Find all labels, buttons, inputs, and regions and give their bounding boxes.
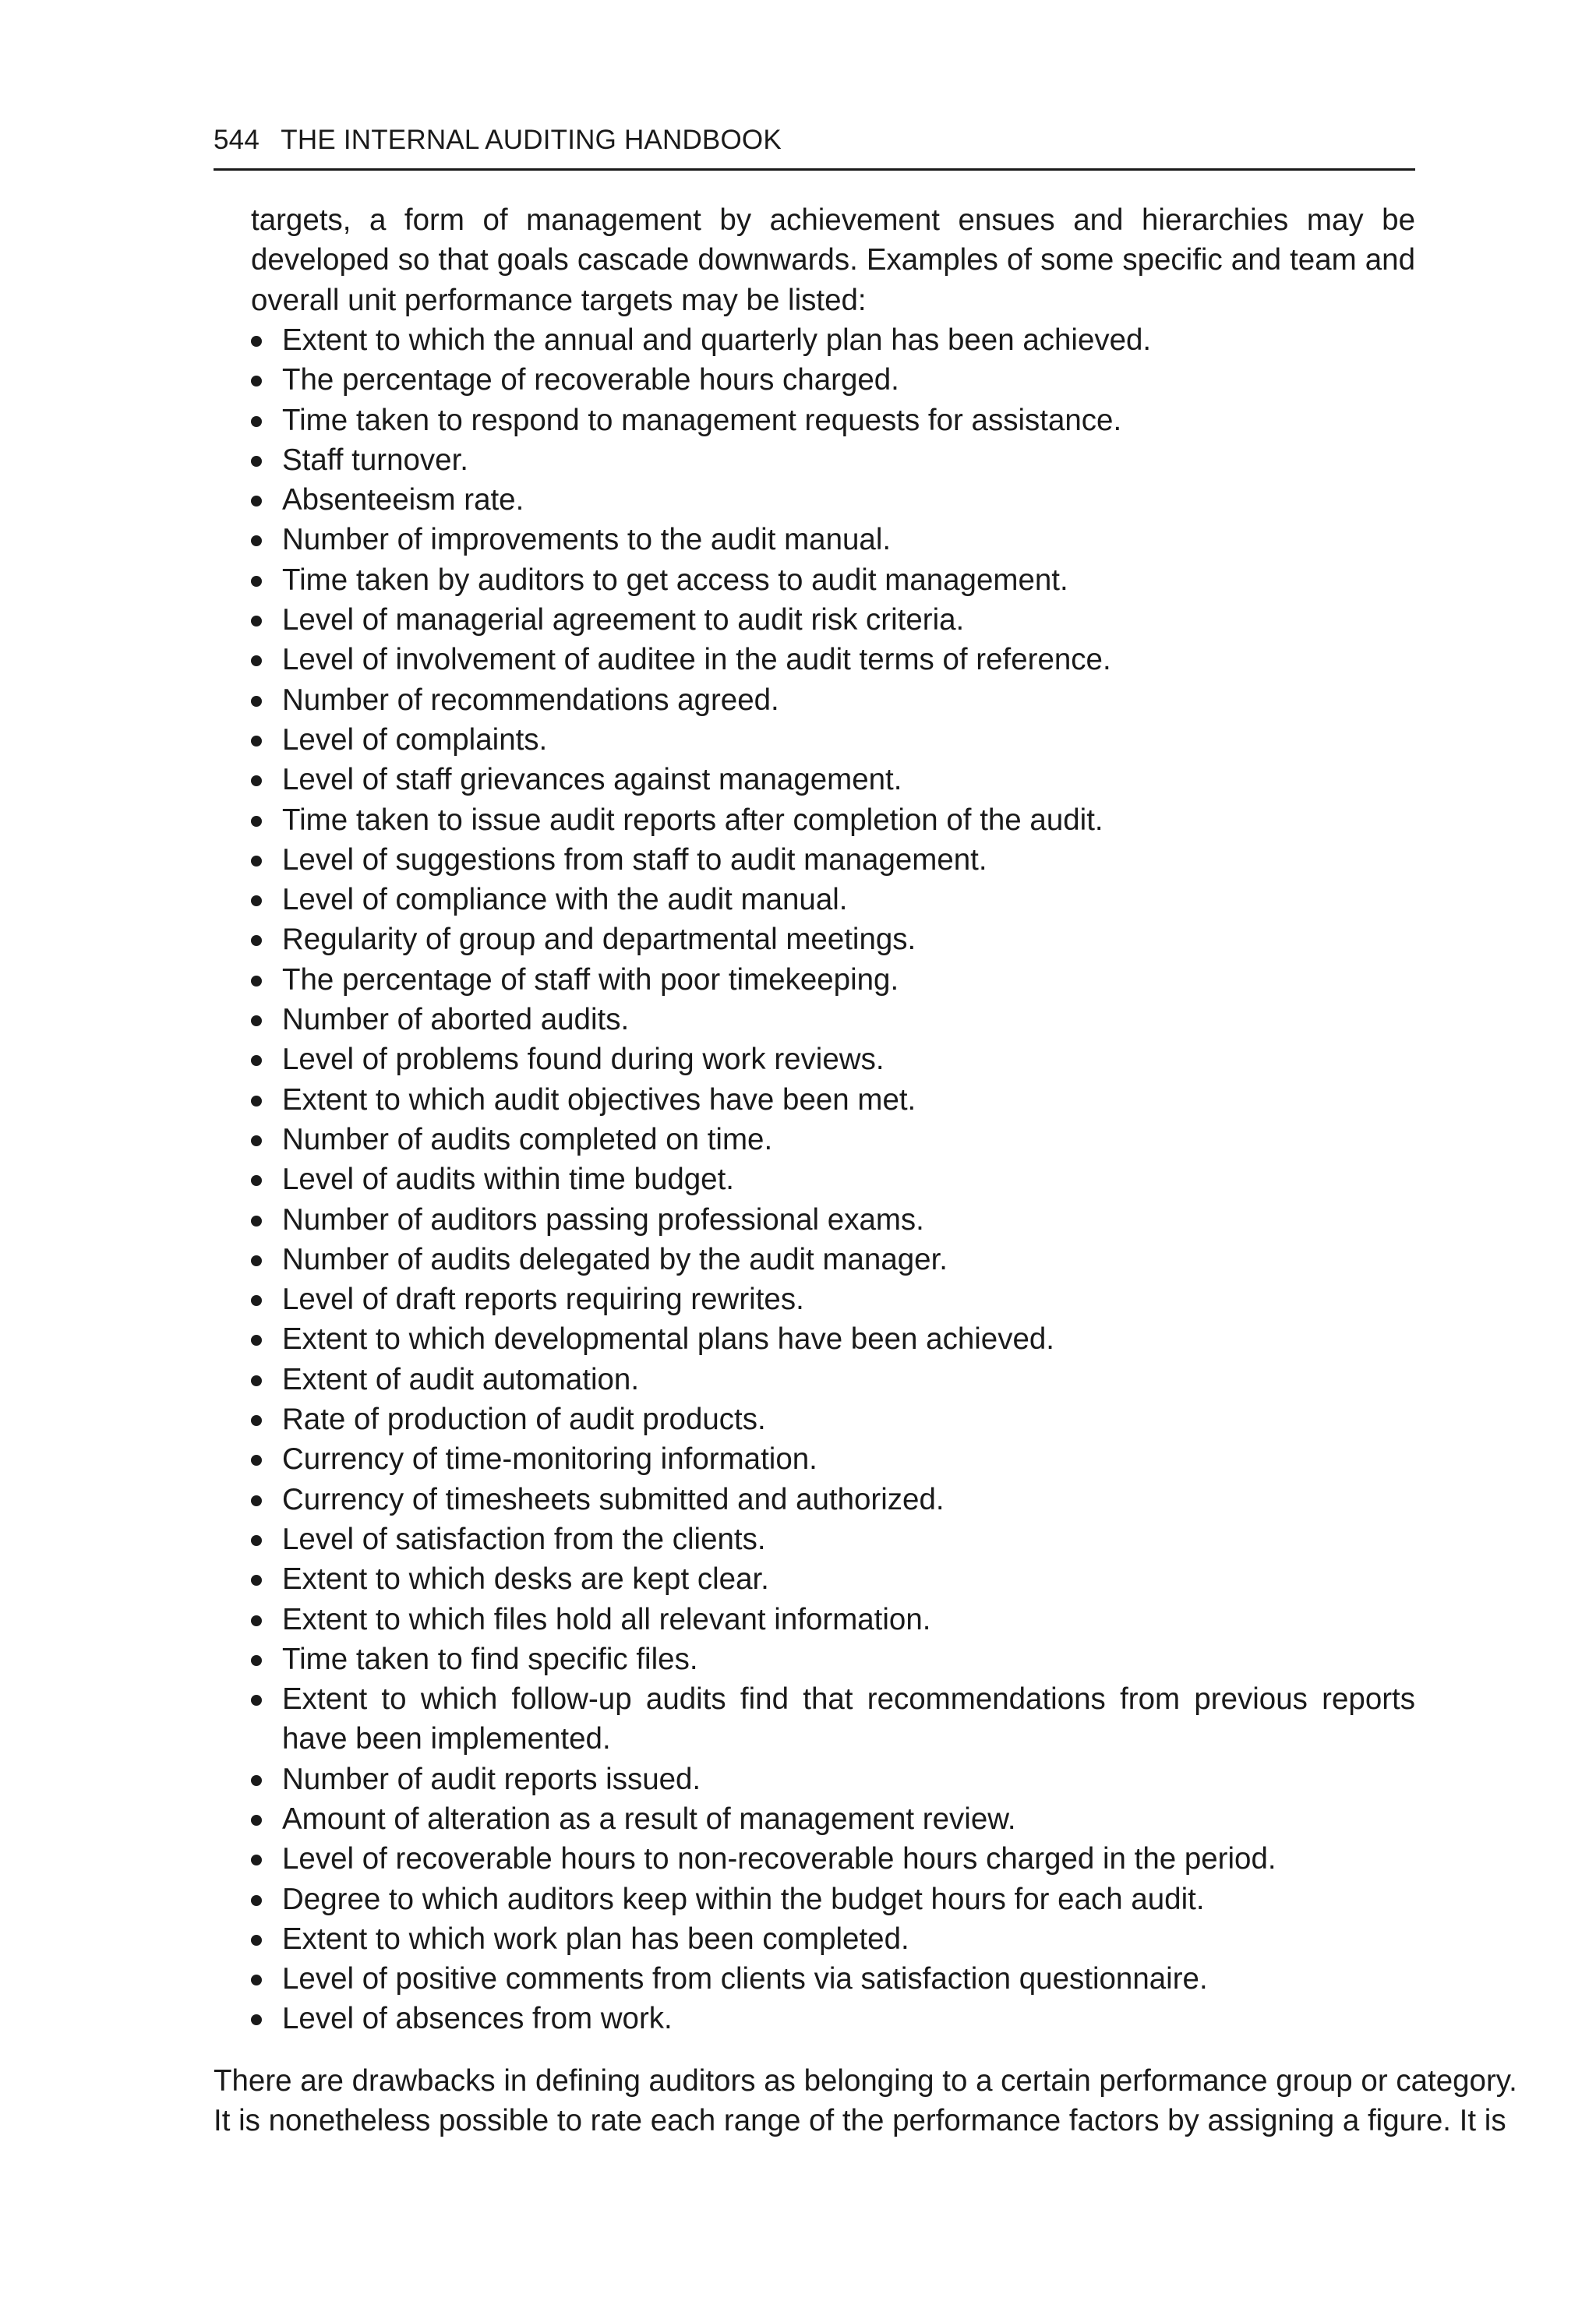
list-item-text: Number of audits completed on time.: [282, 1122, 773, 1156]
list-item: [251, 1280, 1415, 1319]
list-item-text: Extent to which files hold all relevant information.: [282, 1602, 931, 1636]
list-item-text: Currency of time-monitoring information.: [282, 1442, 817, 1477]
bullet-icon: [251, 935, 262, 946]
bullet-icon: [251, 696, 262, 707]
list-item-text: Level of audits within time budget.: [282, 1163, 734, 1197]
list-item: [251, 680, 1415, 720]
bullet-icon: [251, 1216, 262, 1227]
bullet-icon: [251, 736, 262, 747]
list-item: [251, 1520, 1415, 1559]
list-item-text: The percentage of staff with poor timekeeping.: [282, 962, 899, 997]
list-item: [251, 1439, 1415, 1479]
list-item-text: Time taken to find specific files.: [282, 1642, 698, 1676]
bullet-icon: [251, 895, 262, 906]
list-item: [251, 720, 1415, 760]
list-item: [251, 1400, 1415, 1439]
bullet-icon: [251, 416, 262, 427]
list-item-text: Extent to which desks are kept clear.: [282, 1562, 769, 1597]
bullet-icon: [251, 336, 262, 347]
bullet-icon: [251, 1695, 262, 1706]
list-item-text: Regularity of group and departmental meetings.: [282, 923, 916, 957]
bullet-icon: [251, 856, 262, 867]
list-item-text: Number of improvements to the audit manual.: [282, 523, 892, 557]
list-item: [251, 1880, 1415, 1919]
bullet-icon: [251, 1815, 262, 1826]
list-item-text: Level of complaints.: [282, 722, 548, 757]
bullet-icon: [251, 1135, 262, 1146]
list-item-text: Level of involvement of auditee in the audit terms of reference.: [282, 643, 1111, 677]
list-item: [251, 919, 1415, 959]
list-item-text: Rate of production of audit products.: [282, 1403, 766, 1437]
list-item: [251, 880, 1415, 919]
list-item: [251, 960, 1415, 1000]
list-item-text: Degree to which auditors keep within the budget hours for each audit.: [282, 1882, 1205, 1916]
bullet-icon: [251, 535, 262, 546]
bullet-icon: [251, 496, 262, 507]
list-item-text: Extent to which follow-up audits find that recommendations from previous reports have been implemented.: [282, 1682, 1415, 1756]
list-item: [251, 1120, 1415, 1160]
list-item-text: Number of aborted audits.: [282, 1003, 630, 1037]
list-item-text: The percentage of recoverable hours charged.: [282, 363, 899, 397]
running-head: [214, 117, 1415, 171]
list-item-text: Number of audit reports issued.: [282, 1762, 701, 1796]
list-item: [251, 1839, 1415, 1879]
list-item-text: Number of auditors passing professional exams.: [282, 1202, 924, 1237]
list-item: [251, 1640, 1415, 1679]
book-title: THE INTERNAL AUDITING HANDBOOK: [281, 125, 782, 155]
bullet-icon: [251, 1855, 262, 1865]
bullet-icon: [251, 616, 262, 627]
list-item-text: Time taken by auditors to get access to audit management.: [282, 563, 1068, 597]
bullet-icon: [251, 655, 262, 666]
list-item-text: Amount of alteration as a result of management review.: [282, 1802, 1016, 1836]
bullet-icon: [251, 376, 262, 386]
list-item: [251, 1959, 1415, 1999]
list-item: [251, 800, 1415, 840]
list-item: [251, 440, 1415, 480]
list-item-text: Level of satisfaction from the clients.: [282, 1522, 766, 1556]
bullet-icon: [251, 1175, 262, 1186]
bullet-icon: [251, 576, 262, 587]
list-item: [251, 1000, 1415, 1039]
list-item: [251, 1319, 1415, 1359]
bullet-icon: [251, 976, 262, 987]
list-item-text: Number of audits delegated by the audit manager.: [282, 1242, 948, 1276]
list-item: [251, 760, 1415, 799]
bullet-icon: [251, 1455, 262, 1466]
list-item-text: Currency of timesheets submitted and authorized.: [282, 1482, 945, 1516]
bullet-icon: [251, 1096, 262, 1107]
list-item-text: Level of recoverable hours to non-recoverable hours charged in the period.: [282, 1842, 1276, 1876]
list-item: [251, 520, 1415, 559]
list-item: [251, 1799, 1415, 1839]
list-item-text: Level of absences from work.: [282, 2002, 673, 2036]
list-item-text: Level of compliance with the audit manual.: [282, 883, 848, 917]
list-item: [251, 1480, 1415, 1520]
list-item: [251, 840, 1415, 880]
bullet-icon: [251, 1335, 262, 1346]
bullet-icon: [251, 1895, 262, 1906]
list-item: [251, 1919, 1415, 1959]
list-item: [251, 1360, 1415, 1400]
list-item: [251, 1240, 1415, 1280]
bullet-icon: [251, 456, 262, 467]
list-item: [251, 560, 1415, 600]
list-item: [251, 1080, 1415, 1120]
list-item: [251, 1999, 1415, 2038]
bullet-icon: [251, 1935, 262, 1946]
list-item: [251, 480, 1415, 520]
closing-paragraph: [214, 2061, 1517, 2141]
list-item-text: Level of draft reports requiring rewrites.: [282, 1283, 804, 1317]
list-item: [251, 1600, 1415, 1640]
list-item: [251, 640, 1415, 679]
bullet-icon: [251, 816, 262, 827]
list-item-text: Level of managerial agreement to audit risk criteria.: [282, 603, 965, 637]
list-item-text: Extent to which audit objectives have been met.: [282, 1082, 916, 1117]
closing-line: There are drawbacks in defining auditors as belonging to a certain performance group or category.: [214, 2064, 1517, 2098]
list-item-text: Level of problems found during work reviews.: [282, 1043, 885, 1077]
list-item-text: Level of suggestions from staff to audit management.: [282, 842, 987, 877]
bullet-icon: [251, 1295, 262, 1306]
intro-paragraph: targets, a form of management by achievement ensues and hierarchies may be developed so that goals cascade downwards. Examples of some specific and team and overall unit performance targets may be listed:: [251, 203, 1415, 317]
list-item-text: Time taken to respond to management requests for assistance.: [282, 403, 1122, 437]
bullet-icon: [251, 775, 262, 786]
list-item-text: Extent to which work plan has been completed.: [282, 1922, 909, 1956]
list-item-text: Level of positive comments from clients via satisfaction questionnaire.: [282, 1962, 1208, 1996]
bullet-icon: [251, 2014, 262, 2025]
list-item: [251, 360, 1415, 400]
list-item: [251, 1039, 1415, 1079]
list-item-text: Time taken to issue audit reports after completion of the audit.: [282, 803, 1103, 837]
list-item-text: Level of staff grievances against management.: [282, 763, 902, 797]
bullet-icon: [251, 1495, 262, 1506]
list-item: [251, 1200, 1415, 1240]
list-item: [251, 401, 1415, 440]
list-item-text: Staff turnover.: [282, 443, 468, 477]
page-number: 544: [214, 125, 260, 155]
list-item: [251, 600, 1415, 640]
bullet-icon: [251, 1415, 262, 1426]
list-item-text: Absenteeism rate.: [282, 483, 524, 517]
list-item: [251, 1760, 1415, 1799]
list-item-text: Extent of audit automation.: [282, 1362, 640, 1396]
list-item-text: Extent to which developmental plans have been achieved.: [282, 1322, 1054, 1357]
closing-line: It is nonetheless possible to rate each range of the performance factors by assigning a figure. It is: [214, 2104, 1506, 2138]
bullet-icon: [251, 1015, 262, 1026]
bullet-icon: [251, 1975, 262, 1985]
list-item: [251, 1160, 1415, 1199]
bullet-icon: [251, 1655, 262, 1666]
list-item: [251, 320, 1415, 360]
performance-targets-list: [251, 320, 1415, 2039]
bullet-icon: [251, 1575, 262, 1586]
list-item: [251, 1679, 1415, 1760]
list-item-text: Extent to which the annual and quarterly plan has been achieved.: [282, 323, 1152, 357]
list-item: [251, 1559, 1415, 1599]
list-item-text: Number of recommendations agreed.: [282, 683, 779, 717]
bullet-icon: [251, 1375, 262, 1386]
bullet-icon: [251, 1615, 262, 1626]
bullet-icon: [251, 1255, 262, 1266]
bullet-icon: [251, 1535, 262, 1546]
bullet-icon: [251, 1775, 262, 1786]
bullet-icon: [251, 1055, 262, 1066]
